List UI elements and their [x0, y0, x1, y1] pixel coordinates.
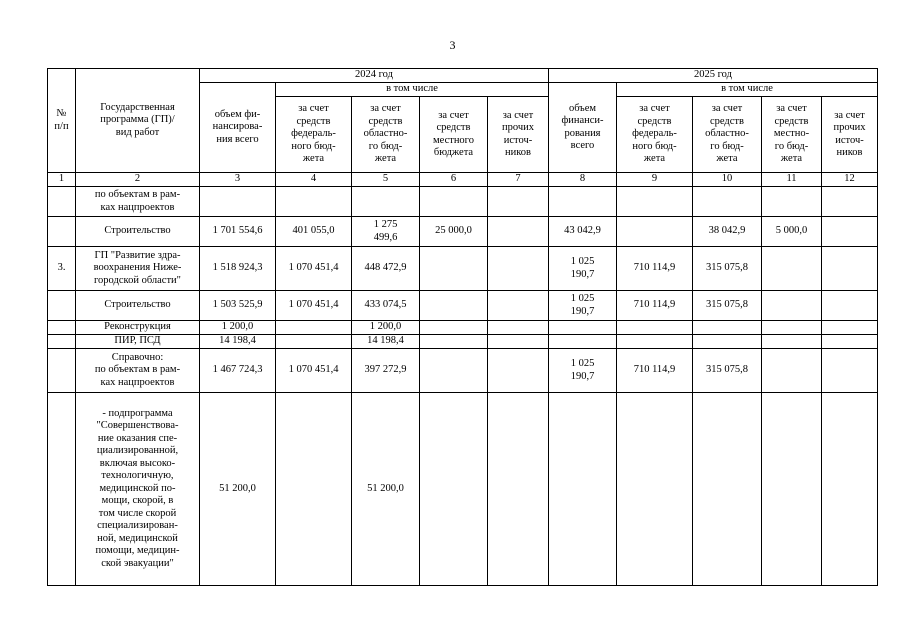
page-number: 3: [449, 38, 456, 52]
value-cell-c8: [549, 393, 617, 586]
table-row: [48, 291, 878, 321]
value-cell-c10: 38 042,9: [693, 217, 762, 247]
value-cell-c4: 401 055,0: [276, 217, 352, 247]
row-num-cell: [48, 291, 76, 321]
header-row-years: [48, 69, 878, 83]
value-cell-c7: [488, 393, 549, 586]
value-cell-c8: [549, 335, 617, 349]
value-cell-c12: [822, 217, 878, 247]
value-cell-c5: 433 074,5: [352, 291, 420, 321]
row-num-cell: [48, 217, 76, 247]
table-row: [48, 349, 878, 393]
value-cell-c3: 14 198,4: [200, 335, 276, 349]
row-name-cell: - подпрограмма "Совершенствова- ние оказания спе- циализированной, включая высоко- технологичную, медицинской по- мощи, скорой, в том числе скорой специализирован- ной, медицинской помощи, медицин- ской эвакуации": [76, 393, 200, 586]
table-row: [48, 187, 878, 217]
value-cell-c12: [822, 335, 878, 349]
table-row: [48, 321, 878, 335]
value-cell-c7: [488, 335, 549, 349]
row-num-cell: [48, 393, 76, 586]
col-number: 5: [352, 173, 420, 187]
row-num-cell: [48, 187, 76, 217]
value-cell-c3: 1 467 724,3: [200, 349, 276, 393]
row-name-cell: по объектам в рам- ках нацпроектов: [76, 187, 200, 217]
value-cell-c10: [693, 335, 762, 349]
value-cell-c4: [276, 321, 352, 335]
value-cell-c9: [617, 335, 693, 349]
value-cell-c5: 14 198,4: [352, 335, 420, 349]
row-name-cell: Справочно: по объектам в рам- ках нацпроектов: [76, 349, 200, 393]
row-num-cell: 3.: [48, 247, 76, 291]
table-row: [48, 217, 878, 247]
value-cell-c5: 397 272,9: [352, 349, 420, 393]
row-name-cell: Строительство: [76, 217, 200, 247]
header-year-2024: 2024 год: [200, 69, 549, 83]
value-cell-c10: 315 075,8: [693, 349, 762, 393]
row-name-cell: Строительство: [76, 291, 200, 321]
col-number: 9: [617, 173, 693, 187]
value-cell-c10: 315 075,8: [693, 291, 762, 321]
value-cell-c9: [617, 393, 693, 586]
value-cell-c6: [420, 291, 488, 321]
row-name-cell: ПИР, ПСД: [76, 335, 200, 349]
header-program: Государственная программа (ГП)/ вид работ: [76, 69, 200, 173]
header-oth-2025: за счет прочих источ- ников: [822, 97, 878, 173]
header-total-2024: объем фи- нансирова- ния всего: [200, 83, 276, 173]
value-cell-c7: [488, 217, 549, 247]
header-reg-2024: за счет средств областно- го бюд- жета: [352, 97, 420, 173]
value-cell-c3: 1 701 554,6: [200, 217, 276, 247]
value-cell-c3: 1 518 924,3: [200, 247, 276, 291]
value-cell-c4: 1 070 451,4: [276, 349, 352, 393]
value-cell-c8: 43 042,9: [549, 217, 617, 247]
header-incl-2025: в том числе: [617, 83, 878, 97]
value-cell-c7: [488, 321, 549, 335]
value-cell-c4: 1 070 451,4: [276, 291, 352, 321]
value-cell-c4: [276, 335, 352, 349]
value-cell-c10: [693, 393, 762, 586]
value-cell-c12: [822, 321, 878, 335]
value-cell-c9: [617, 187, 693, 217]
value-cell-c4: [276, 393, 352, 586]
value-cell-c11: [762, 335, 822, 349]
value-cell-c5: 1 200,0: [352, 321, 420, 335]
value-cell-c6: 25 000,0: [420, 217, 488, 247]
col-number: 4: [276, 173, 352, 187]
col-number: 6: [420, 173, 488, 187]
value-cell-c3: 1 503 525,9: [200, 291, 276, 321]
value-cell-c6: [420, 335, 488, 349]
value-cell-c11: [762, 187, 822, 217]
value-cell-c4: [276, 187, 352, 217]
header-fed-2024: за счет средств федераль- ного бюд- жета: [276, 97, 352, 173]
value-cell-c9: [617, 321, 693, 335]
value-cell-c12: [822, 247, 878, 291]
col-number: 12: [822, 173, 878, 187]
table-row: [48, 393, 878, 586]
header-incl-2024: в том числе: [276, 83, 549, 97]
header-year-2025: 2025 год: [549, 69, 878, 83]
value-cell-c5: 51 200,0: [352, 393, 420, 586]
value-cell-c7: [488, 291, 549, 321]
column-number-row: [48, 173, 878, 187]
row-num-cell: [48, 335, 76, 349]
value-cell-c8: 1 025 190,7: [549, 291, 617, 321]
col-number: 8: [549, 173, 617, 187]
value-cell-c12: [822, 349, 878, 393]
value-cell-c9: 710 114,9: [617, 291, 693, 321]
header-num: № п/п: [48, 69, 76, 173]
col-number: 10: [693, 173, 762, 187]
value-cell-c11: 5 000,0: [762, 217, 822, 247]
value-cell-c6: [420, 247, 488, 291]
header-oth-2024: за счет прочих источ- ников: [488, 97, 549, 173]
value-cell-c5: 448 472,9: [352, 247, 420, 291]
header-total-2025: объем финанси- рования всего: [549, 83, 617, 173]
value-cell-c12: [822, 291, 878, 321]
value-cell-c12: [822, 187, 878, 217]
row-num-cell: [48, 349, 76, 393]
value-cell-c6: [420, 393, 488, 586]
table-row: [48, 335, 878, 349]
value-cell-c3: [200, 187, 276, 217]
value-cell-c11: [762, 247, 822, 291]
col-number: 1: [48, 173, 76, 187]
row-num-cell: [48, 321, 76, 335]
value-cell-c7: [488, 349, 549, 393]
value-cell-c12: [822, 393, 878, 586]
header-reg-2025: за счет средств областно- го бюд- жета: [693, 97, 762, 173]
value-cell-c8: 1 025 190,7: [549, 247, 617, 291]
value-cell-c10: 315 075,8: [693, 247, 762, 291]
value-cell-c11: [762, 321, 822, 335]
value-cell-c6: [420, 187, 488, 217]
header-loc-2024: за счет средств местного бюджета: [420, 97, 488, 173]
value-cell-c7: [488, 187, 549, 217]
value-cell-c6: [420, 321, 488, 335]
value-cell-c9: 710 114,9: [617, 247, 693, 291]
row-name-cell: Реконструкция: [76, 321, 200, 335]
col-number: 3: [200, 173, 276, 187]
col-number: 2: [76, 173, 200, 187]
value-cell-c11: [762, 291, 822, 321]
value-cell-c5: 1 275 499,6: [352, 217, 420, 247]
row-name-cell: ГП "Развитие здра- воохранения Ниже- городской области": [76, 247, 200, 291]
value-cell-c9: [617, 217, 693, 247]
value-cell-c5: [352, 187, 420, 217]
value-cell-c3: 51 200,0: [200, 393, 276, 586]
value-cell-c8: 1 025 190,7: [549, 349, 617, 393]
value-cell-c7: [488, 247, 549, 291]
col-number: 7: [488, 173, 549, 187]
value-cell-c11: [762, 393, 822, 586]
header-loc-2025: за счет средств местно- го бюд- жета: [762, 97, 822, 173]
value-cell-c8: [549, 321, 617, 335]
value-cell-c4: 1 070 451,4: [276, 247, 352, 291]
value-cell-c11: [762, 349, 822, 393]
table-body: [48, 187, 878, 586]
value-cell-c6: [420, 349, 488, 393]
financing-table: [47, 68, 878, 586]
value-cell-c9: 710 114,9: [617, 349, 693, 393]
table-row: [48, 247, 878, 291]
value-cell-c3: 1 200,0: [200, 321, 276, 335]
col-number: 11: [762, 173, 822, 187]
value-cell-c10: [693, 187, 762, 217]
value-cell-c8: [549, 187, 617, 217]
header-fed-2025: за счет средств федераль- ного бюд- жета: [617, 97, 693, 173]
value-cell-c10: [693, 321, 762, 335]
